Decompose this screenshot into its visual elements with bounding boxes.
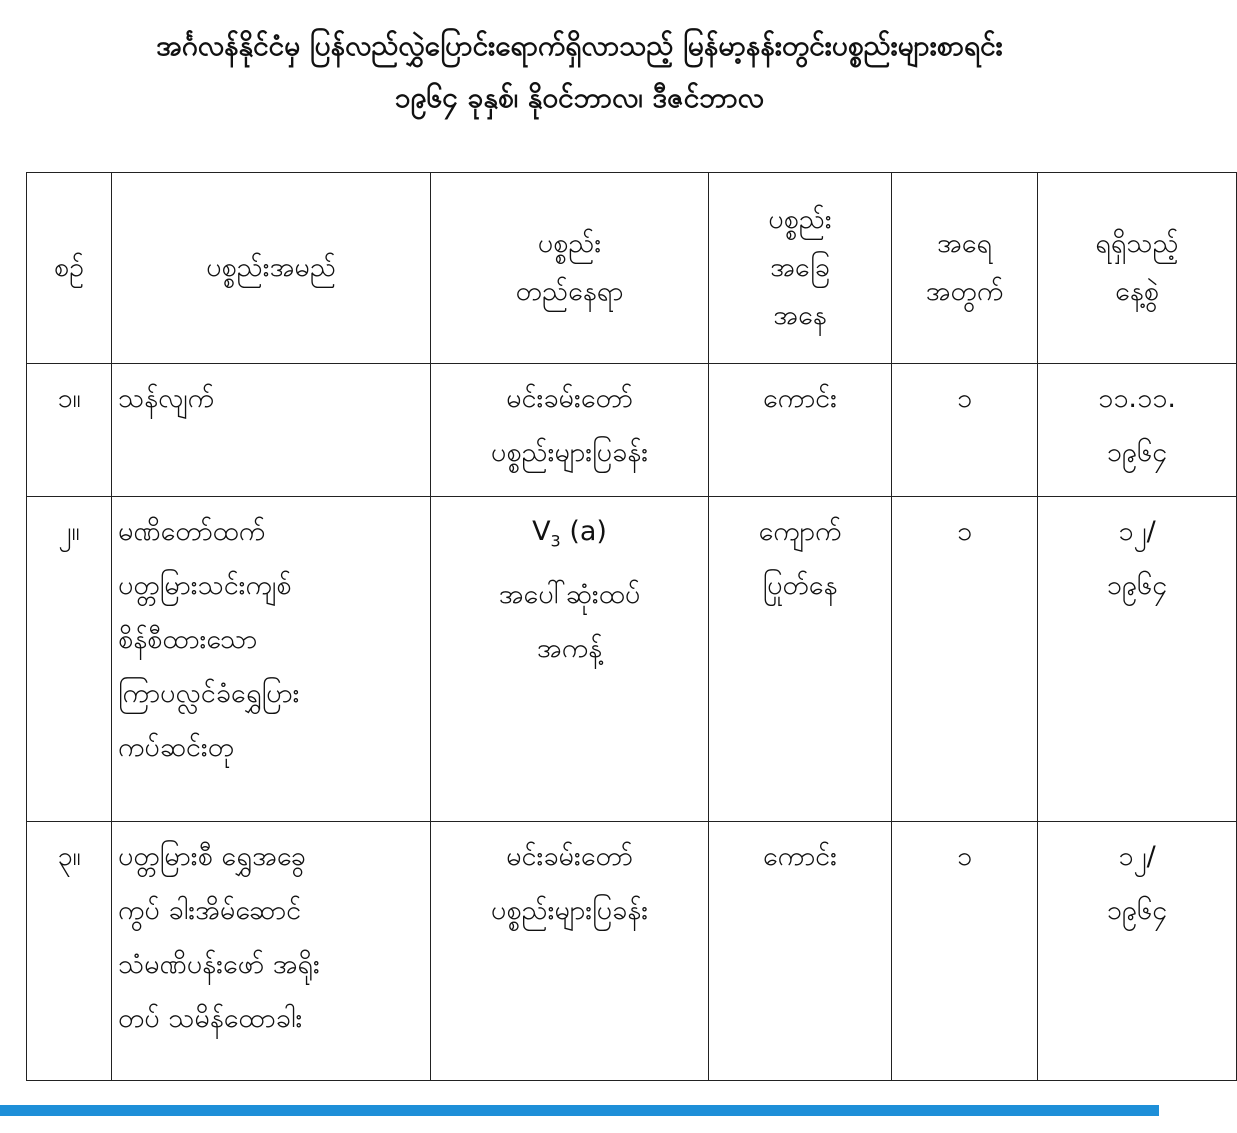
- cell-no: ၃။: [27, 822, 112, 1081]
- table-row: [27, 822, 1237, 1081]
- bottom-accent-bar: [0, 1105, 1159, 1116]
- header-location: ပစ္စည်း တည်နေရာ: [431, 173, 709, 364]
- table-row: [27, 497, 1237, 822]
- cell-item-name: ပတ္တမြားစီ ရွှေအခွေ ကွပ် ခါးအိမ်ဆောင် သံမဏိပန်းဖော် အရိုး တပ် သမိန်ထောခါး: [112, 822, 431, 1081]
- location-description: အပေါ်ဆုံးထပ် အကန့်: [498, 579, 641, 665]
- location-code-letter: V: [532, 516, 551, 547]
- cell-condition: ကောင်း: [709, 822, 892, 1081]
- cell-no: ၁။: [27, 364, 112, 497]
- cell-location: [431, 497, 709, 822]
- records-table: [26, 172, 1237, 1081]
- table-header-row: [27, 173, 1237, 364]
- cell-item-name: သန်လျက်: [112, 364, 431, 497]
- header-date-received: ရရှိသည့် နေ့စွဲ: [1038, 173, 1237, 364]
- location-code-subscript: 3: [550, 531, 561, 551]
- document-title: အင်္ဂလန်နိုင်ငံမှ ပြန်လည်လွှဲပြောင်းရောက်ရှိလာသည့် မြန်မာ့နန်းတွင်းပစ္စည်းများစာရင်း: [156, 29, 1003, 62]
- header-no: စဉ်: [27, 173, 112, 364]
- cell-date-received: ၁၂/ ၁၉၆၄: [1038, 497, 1237, 822]
- cell-quantity: ၁: [892, 822, 1038, 1081]
- cell-quantity: ၁: [892, 364, 1038, 497]
- cell-date-received: ၁၁.၁၁. ၁၉၆၄: [1038, 364, 1237, 497]
- cell-quantity: ၁: [892, 497, 1038, 822]
- cell-condition: ကောင်း: [709, 364, 892, 497]
- cell-no: ၂။: [27, 497, 112, 822]
- header-condition: ပစ္စည်း အခြေ အနေ: [709, 173, 892, 364]
- cell-date-received: ၁၂/ ၁၉၆၄: [1038, 822, 1237, 1081]
- header-quantity: အရေ အတွက်: [892, 173, 1038, 364]
- location-code-suffix: (a): [560, 516, 607, 547]
- table-row: [27, 364, 1237, 497]
- header-item-name: ပစ္စည်းအမည်: [112, 173, 431, 364]
- cell-location: မင်းခမ်းတော် ပစ္စည်းများပြခန်း: [431, 364, 709, 497]
- cell-location: မင်းခမ်းတော် ပစ္စည်းများပြခန်း: [431, 822, 709, 1081]
- document-subtitle: ၁၉၆၄ ခုနှစ်၊ နိုဝင်ဘာလ၊ ဒီဇင်ဘာလ: [394, 81, 765, 114]
- cell-item-name: မဏိတော်ထက် ပတ္တမြားသင်းကျစ် စိန်စီထားသော ကြာပလ္လင်ခံရွှေပြား ကပ်ဆင်းတု: [112, 497, 431, 822]
- document-header: [0, 24, 1159, 120]
- location-code: [437, 505, 702, 568]
- cell-condition: ကျောက် ပြုတ်နေ: [709, 497, 892, 822]
